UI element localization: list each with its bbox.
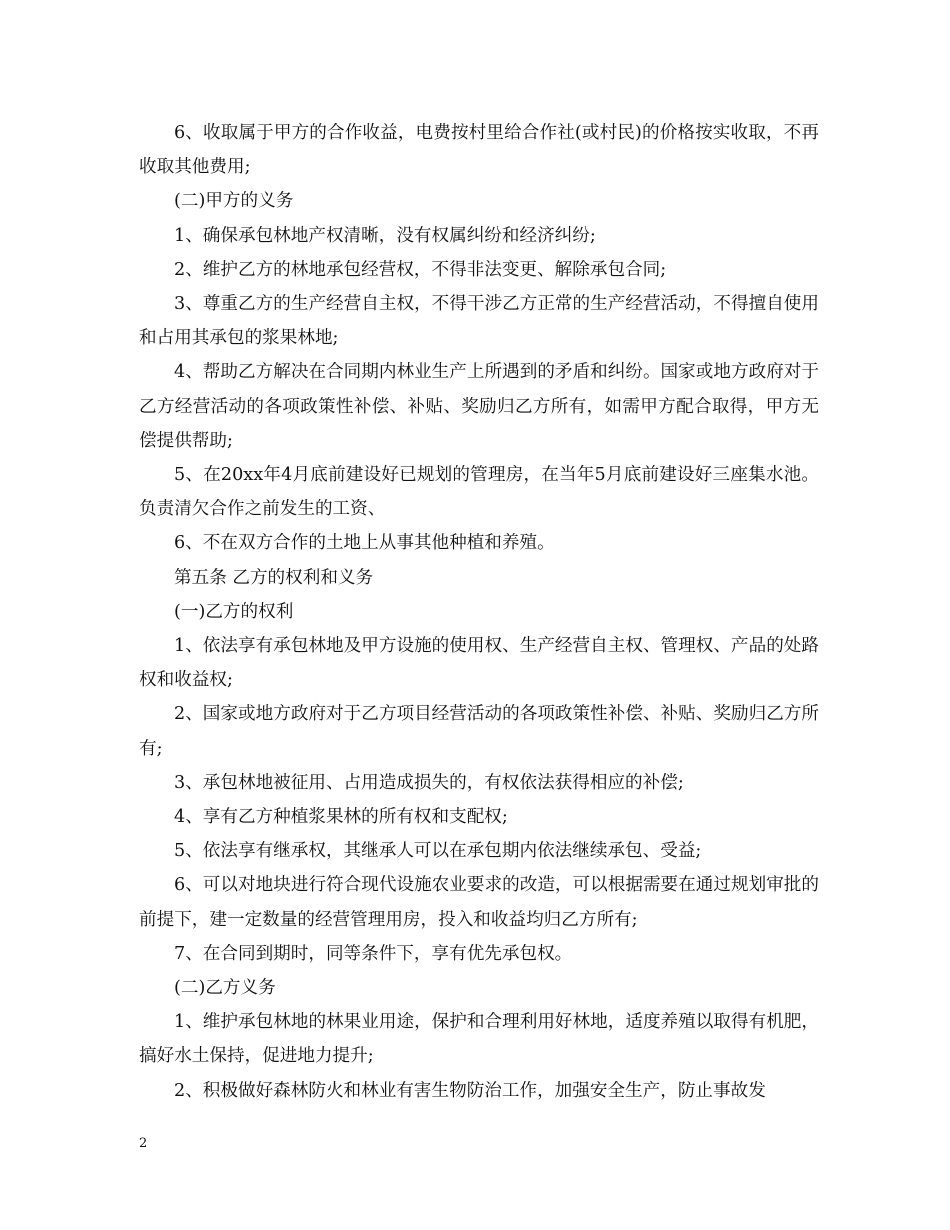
paragraph: 5、依法享有继承权，其继承人可以在承包期内依法继续承包、受益;: [174, 841, 702, 862]
section-heading: (二)甲方的义务: [174, 191, 294, 212]
paragraph: 1、维护承包林地的林果业用途，保护和合理利用好林地，适度养殖以取得有机肥，搞好水土保持，促进地力提升;: [139, 1012, 819, 1067]
paragraph: 3、承包林地被征用、占用造成损失的，有权依法获得相应的补偿;: [174, 772, 684, 793]
paragraph: 6、收取属于甲方的合作收益，电费按村里给合作社(或村民)的价格按实收取，不再收取其他费用;: [139, 123, 819, 178]
paragraph: 6、不在双方合作的土地上从事其他种植和养殖。: [174, 533, 555, 554]
paragraph: 1、确保承包林地产权清晰，没有权属纠纷和经济纠纷;: [174, 225, 596, 246]
paragraph: 2、国家或地方政府对于乙方项目经营活动的各项政策性补偿、补贴、奖励归乙方所有;: [139, 704, 819, 759]
paragraph: 5、在20xx年4月底前建设好已规划的管理房，在当年5月底前建设好三座集水池。负责清欠合作之前发生的工资、: [139, 465, 819, 520]
paragraph: 1、依法享有承包林地及甲方设施的使用权、生产经营自主权、管理权、产品的处路权和收益权;: [139, 636, 819, 691]
page-number: 2: [139, 1136, 148, 1151]
paragraph: 3、尊重乙方的生产经营自主权，不得干涉乙方正常的生产经营活动，不得擅自使用和占用其承包的浆果林地;: [139, 294, 819, 349]
paragraph: 4、享有乙方种植浆果林的所有权和支配权;: [174, 807, 508, 828]
section-heading: (一)乙方的权利: [174, 601, 294, 622]
paragraph: 2、积极做好森林防火和林业有害生物防治工作，加强安全生产，防止事故发: [174, 1080, 766, 1101]
article-heading: 第五条 乙方的权利和义务: [174, 567, 374, 588]
paragraph: 6、可以对地块进行符合现代设施农业要求的改造，可以根据需要在通过规划审批的前提下，建一定数量的经营管理用房，投入和收益均归乙方所有;: [139, 875, 819, 930]
section-heading: (二)乙方义务: [174, 978, 276, 999]
paragraph: 4、帮助乙方解决在合同期内林业生产上所遇到的矛盾和纠纷。国家或地方政府对于乙方经营活动的各项政策性补偿、补贴、奖励归乙方所有，如需甲方配合取得，甲方无偿提供帮助;: [139, 362, 819, 451]
paragraph: 2、维护乙方的林地承包经营权，不得非法变更、解除承包合同;: [174, 259, 667, 280]
paragraph: 7、在合同到期时，同等条件下，享有优先承包权。: [174, 943, 573, 964]
document-body: [139, 116, 819, 1108]
